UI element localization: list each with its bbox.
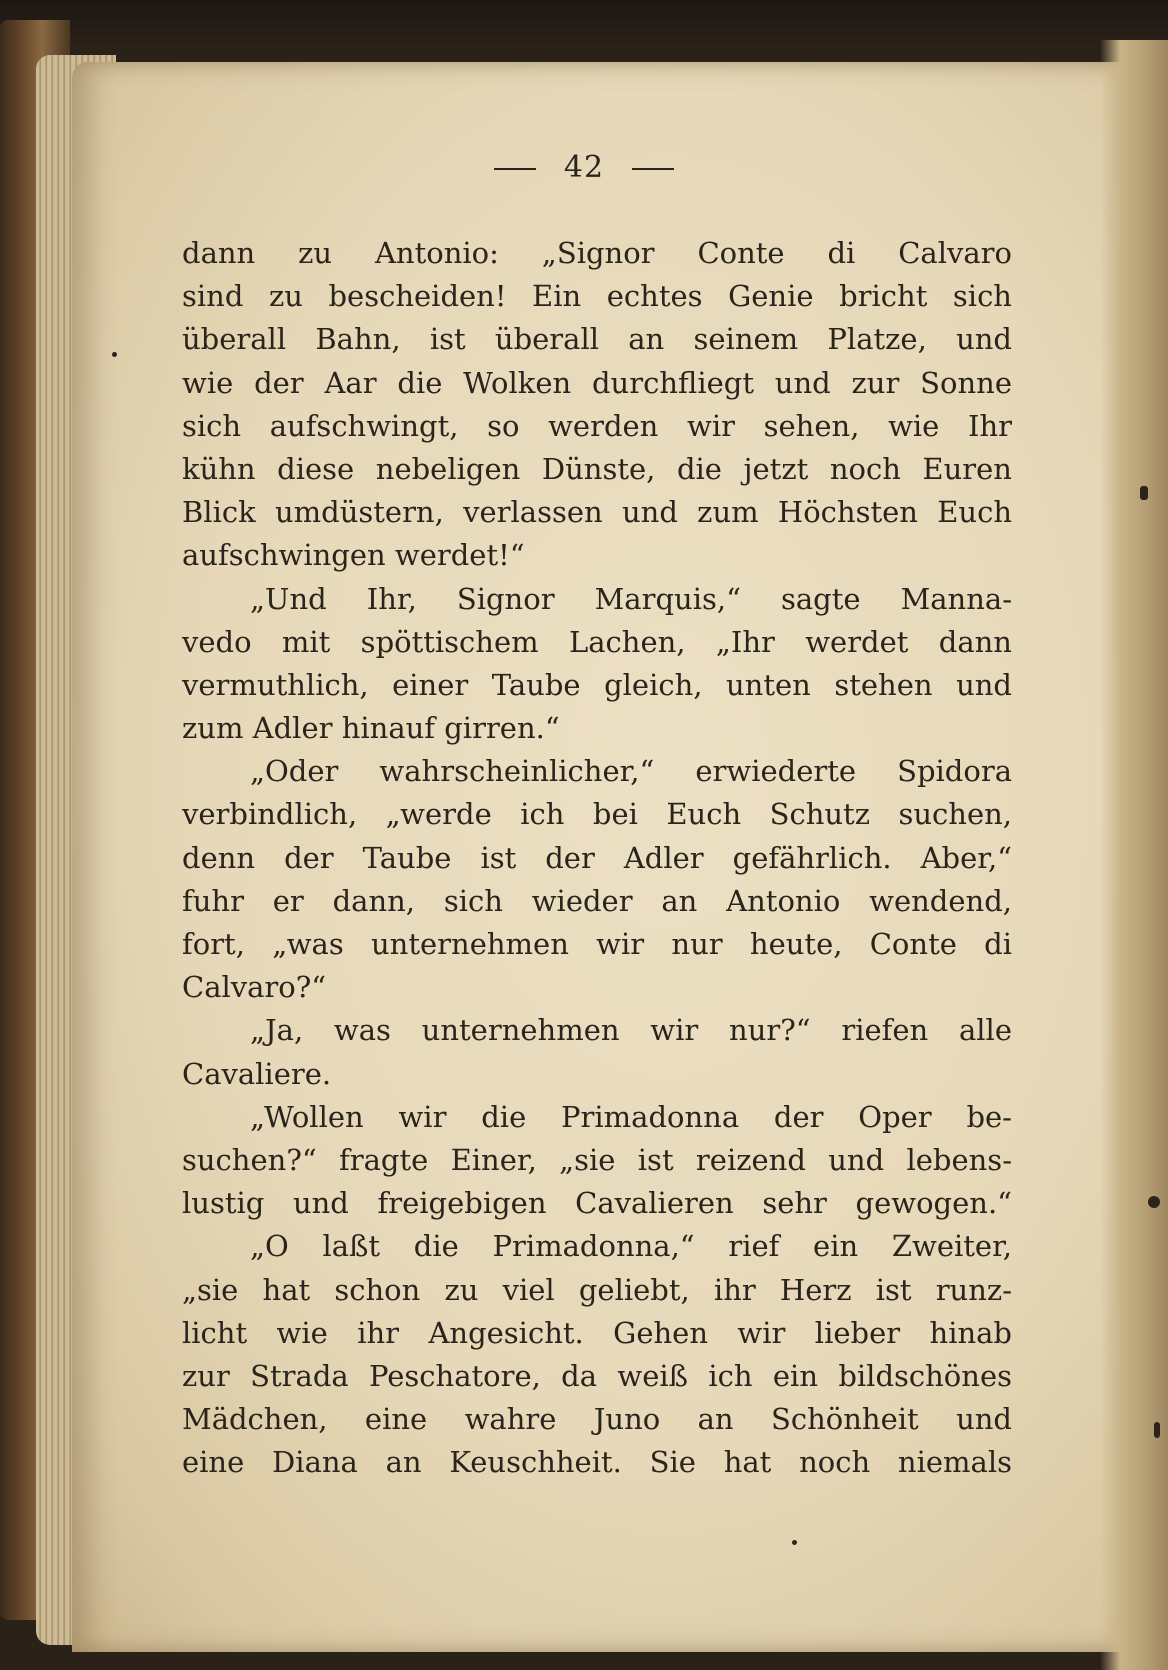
text-line: lustig und freigebigen Cavalieren sehr gewogen.“ [182, 1186, 1012, 1221]
text-line: zum Adler hinauf girren.“ [182, 711, 560, 746]
text-line: „Ja, was unternehmen wir nur?“ riefen alle [250, 1013, 1012, 1048]
text-line: denn der Taube ist der Adler gefährlich. Aber,“ [182, 840, 1012, 875]
text-line: dann zu Antonio: „Signor Conte di Calvaro [182, 236, 1012, 270]
text-line: „Oder wahrscheinlicher,“ erwiederte Spidora [250, 754, 1012, 789]
text-line: aufschwingen werdet!“ [182, 538, 525, 573]
text-line: licht wie ihr Angesicht. Gehen wir lieber hinab [182, 1315, 1012, 1350]
text-line: vedo mit spöttischem Lachen, „Ihr werdet dann [182, 624, 1012, 659]
text-line: zur Strada Peschatore, da weiß ich ein bildschönes [182, 1358, 1012, 1393]
text-line: überall Bahn, ist überall an seinem Platze, und [182, 322, 1012, 357]
text-line: „Wollen wir die Primadonna der Oper be- [250, 1099, 1012, 1134]
header-dash-right [632, 168, 674, 170]
text-line: wie der Aar die Wolken durchfliegt und zur Sonne [182, 365, 1012, 400]
text-line: Mädchen, eine wahre Juno an Schönheit und [182, 1402, 1012, 1437]
text-line: Blick umdüstern, verlassen und zum Höchsten Euch [182, 495, 1012, 530]
text-line: sich aufschwingt, so werden wir sehen, wie Ihr [182, 408, 1012, 443]
text-line: fuhr er dann, sich wieder an Antonio wendend, [182, 883, 1012, 918]
text-line: fort, „was unternehmen wir nur heute, Conte di [182, 927, 1012, 961]
text-line: Cavaliere. [182, 1056, 332, 1091]
text-line: „O laßt die Primadonna,“ rief ein Zweiter, [250, 1229, 1012, 1264]
header-dash-left [494, 168, 536, 170]
text-line: verbindlich, „werde ich bei Euch Schutz suchen, [182, 797, 1012, 832]
page-number: 42 [563, 150, 605, 185]
scan-background-top [0, 0, 1168, 48]
body-text [182, 232, 1012, 1484]
paper-speck [1140, 486, 1148, 500]
text-line: Calvaro?“ [182, 970, 327, 1005]
paper-speck [1154, 1422, 1160, 1438]
text-line: vermuthlich, einer Taube gleich, unten stehen und [182, 667, 1012, 702]
paper-speck [792, 1540, 797, 1545]
text-line: eine Diana an Keuschheit. Sie hat noch niemals [182, 1445, 1012, 1480]
text-line: „Und Ihr, Signor Marquis,“ sagte Manna- [250, 581, 1012, 616]
page-header [0, 150, 1168, 185]
text-line: kühn diese nebeligen Dünste, die jetzt noch Euren [182, 451, 1012, 486]
paper-speck [112, 352, 117, 357]
paper-speck [1148, 1196, 1160, 1208]
text-line: „sie hat schon zu viel geliebt, ihr Herz ist runz- [182, 1272, 1012, 1307]
text-line: sind zu bescheiden! Ein echtes Genie bricht sich [182, 279, 1012, 314]
text-line: suchen?“ fragte Einer, „sie ist reizend und lebens- [182, 1142, 1012, 1177]
